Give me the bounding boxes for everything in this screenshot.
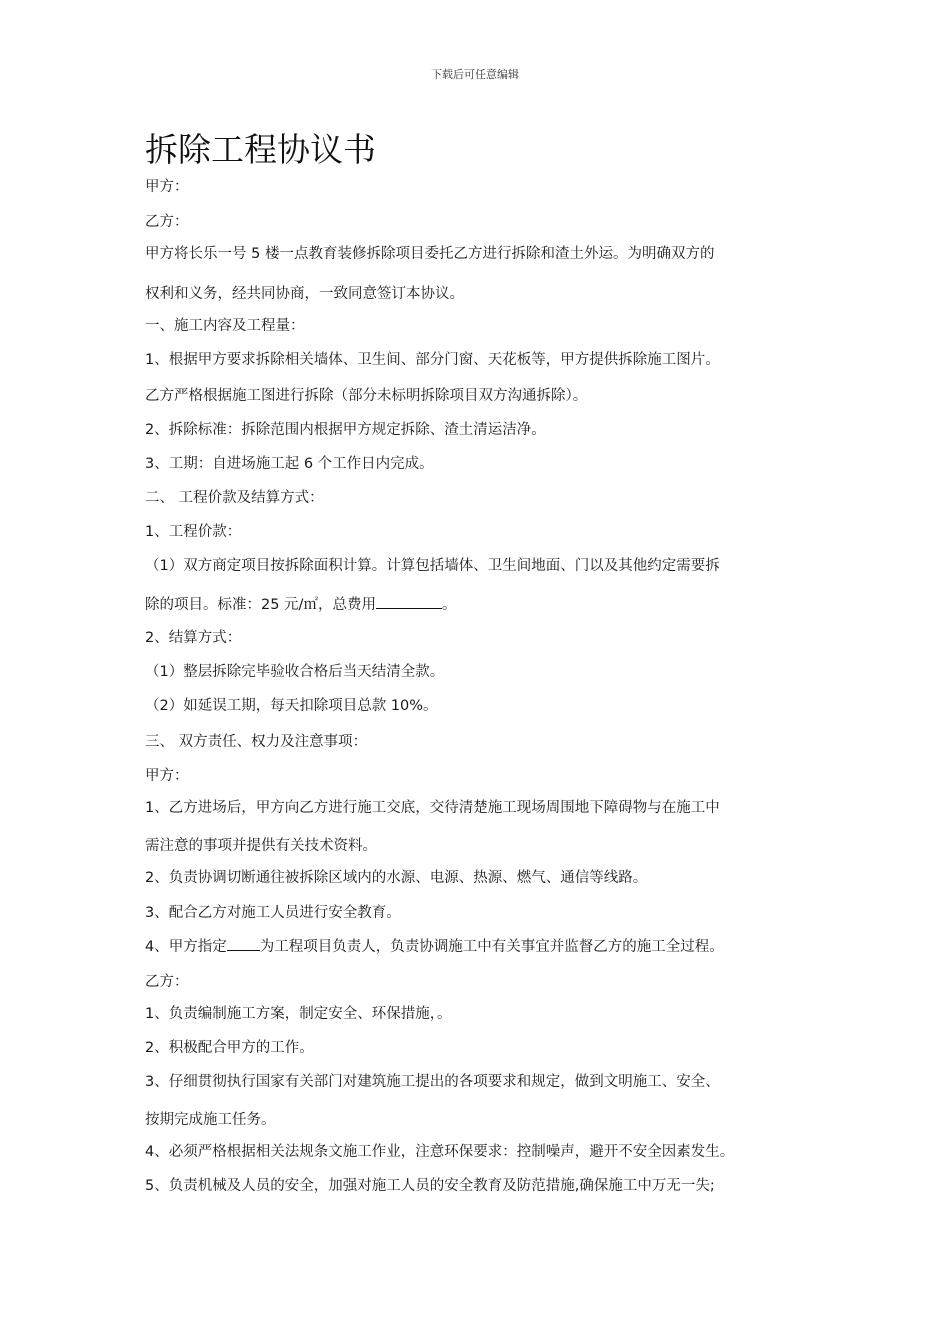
party-a-duty-3: 3、配合乙方对施工人员进行安全教育。 <box>145 905 401 921</box>
party-b-duty-2: 2、积极配合甲方的工作。 <box>145 1040 314 1056</box>
clause-2-2: 2、结算方式： <box>145 630 242 646</box>
document-title: 拆除工程协议书 <box>145 130 376 169</box>
party-b-label: 乙方： <box>145 214 189 230</box>
clause-1-2: 2、拆除标准：拆除范围内根据甲方规定拆除、渣土清运洁净。 <box>145 422 546 438</box>
designate-text-end: 为工程项目负责人，负责协调施工中有关事宜并监督乙方的施工全过程。 <box>259 939 724 955</box>
party-a-duty-2: 2、负责协调切断通往被拆除区域内的水源、电源、热源、燃气、通信等线路。 <box>145 870 648 886</box>
party-b-duty-5: 5、负责机械及人员的安全，加强对施工人员的安全教育及防范措施,确保施工中万无一失; <box>145 1178 715 1194</box>
party-a-duties-label: 甲方： <box>145 768 189 784</box>
clause-2-2-1: （1）整层拆除完毕验收合格后当天结清全款。 <box>145 664 445 680</box>
price-standard-end: 。 <box>441 597 457 613</box>
intro-line-2: 权利和义务，经共同协商，一致同意签订本协议。 <box>145 286 464 302</box>
section-2-heading: 二、 工程价款及结算方式： <box>145 490 324 506</box>
header-note: 下载后可任意编辑 <box>431 68 519 81</box>
section-1-heading: 一、施工内容及工程量： <box>145 318 305 334</box>
party-a-duty-1: 1、乙方进场后，甲方向乙方进行施工交底，交待清楚施工现场周围地下障碍物与在施工中 <box>145 800 720 816</box>
designate-text: 4、甲方指定 <box>145 939 227 955</box>
party-a-label: 甲方： <box>145 179 189 195</box>
intro-line-1: 甲方将长乐一号 5 楼一点教育装修拆除项目委托乙方进行拆除和渣土外运。为明确双方的 <box>145 246 715 262</box>
project-manager-blank[interactable] <box>227 936 260 951</box>
party-a-duty-4 <box>145 936 724 957</box>
total-fee-blank[interactable] <box>376 594 442 609</box>
section-3-heading: 三、 双方责任、权力及注意事项： <box>145 734 368 750</box>
party-b-duty-3-cont: 按期完成施工任务。 <box>145 1112 276 1128</box>
price-standard-text: 除的项目。标准：25 元/㎡，总费用 <box>145 597 376 613</box>
clause-2-1-1-cont <box>145 594 456 615</box>
clause-1-3: 3、工期：自进场施工起 6 个工作日内完成。 <box>145 456 434 472</box>
clause-2-2-2: （2）如延误工期，每天扣除项目总款 10%。 <box>145 698 438 714</box>
clause-2-1: 1、工程价款： <box>145 524 242 540</box>
party-a-duty-1-cont: 需注意的事项并提供有关技术资料。 <box>145 838 377 854</box>
clause-1-1-cont: 乙方严格根据施工图进行拆除（部分未标明拆除项目双方沟通拆除）。 <box>145 388 588 404</box>
clause-1-1: 1、根据甲方要求拆除相关墙体、卫生间、部分门窗、天花板等，甲方提供拆除施工图片。 <box>145 352 720 368</box>
clause-2-1-1: （1）双方商定项目按拆除面积计算。计算包括墙体、卫生间地面、门以及其他约定需要拆 <box>145 558 720 574</box>
party-b-duty-4: 4、必须严格根据相关法规条文施工作业，注意环保要求：控制噪声，避开不安全因素发生。 <box>145 1144 735 1160</box>
party-b-duty-3: 3、仔细贯彻执行国家有关部门对建筑施工提出的各项要求和规定，做到文明施工、安全、 <box>145 1074 720 1090</box>
party-b-duties-label: 乙方： <box>145 974 189 990</box>
party-b-duty-1: 1、负责编制施工方案，制定安全、环保措施，。 <box>145 1006 452 1022</box>
